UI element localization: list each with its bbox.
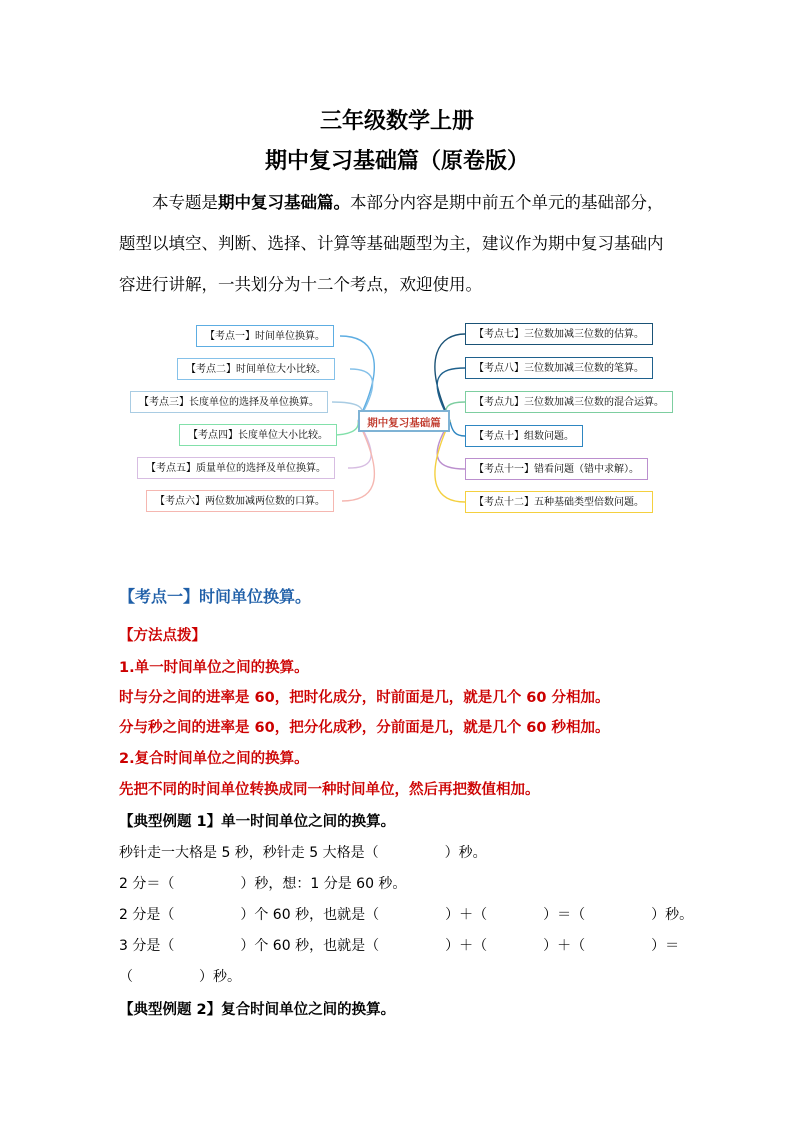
connector-left-1 xyxy=(340,336,374,421)
mind-map-node-right-4: 【考点十】组数问题。 xyxy=(465,425,583,447)
intro-paragraph xyxy=(119,182,679,305)
question-5-text-b: ）秒。 xyxy=(199,969,241,985)
method-point-1a: 时与分之间的进率是 60，把时化成分，时前面是几，就是几个 60 分相加。 xyxy=(119,690,610,706)
question-3-text-c: ）＋（ xyxy=(445,907,488,923)
question-4-text-d: ）＋（ xyxy=(543,938,586,954)
question-3-text-b: ）个 60 秒，也就是（ xyxy=(240,907,380,923)
doc-subtitle: 期中复习基础篇（原卷版） xyxy=(264,149,529,174)
method-point-2a: 先把不同的时间单位转换成同一种时间单位，然后再把数值相加。 xyxy=(119,782,540,798)
mind-map-node-right-2: 【考点八】三位数加减三位数的笔算。 xyxy=(465,357,653,379)
example-1-title: 单一时间单位之间的换算。 xyxy=(221,814,396,830)
question-2-end: ）秒，想：1 分是 60 秒。 xyxy=(240,876,407,892)
mind-map-node-left-6: 【考点六】两位数加减两位数的口算。 xyxy=(146,490,334,512)
example-2-heading xyxy=(119,998,395,1019)
example-2-title: 复合时间单位之间的换算。 xyxy=(221,1002,396,1018)
intro-rest: 本部分内容是期中前五个单元的基础部分，题型以填空、判断、选择、计算等基础题型为主，建议作为期中复习基础内容进行讲解，一共划分为十二个考点，欢迎使用。 xyxy=(119,193,664,294)
mind-map-node-left-5: 【考点五】质量单位的选择及单位换算。 xyxy=(137,457,335,479)
method-point-2: 2.复合时间单位之间的换算。 xyxy=(119,751,309,767)
question-3 xyxy=(119,904,693,924)
question-4-text-e: ）＝ xyxy=(651,938,680,954)
mind-map-node-right-5: 【考点十一】错看问题（错中求解）。 xyxy=(465,458,648,480)
intro-bold: 期中复习基础篇。 xyxy=(218,193,350,212)
mind-map-node-left-4: 【考点四】长度单位大小比较。 xyxy=(179,424,337,446)
question-3-text-e: ）秒。 xyxy=(651,907,694,923)
method-point-1b: 分与秒之间的进率是 60，把分化成秒，分前面是几，就是几个 60 秒相加。 xyxy=(119,720,610,736)
mind-map-node-right-1: 【考点七】三位数加减三位数的估算。 xyxy=(465,323,653,345)
mind-map-node-left-1: 【考点一】时间单位换算。 xyxy=(196,325,334,347)
doc-title: 三年级数学上册 xyxy=(319,109,474,134)
question-3-text-d: ）＝（ xyxy=(543,907,586,923)
method-heading: 【方法点拨】 xyxy=(119,628,206,644)
question-4-text-c: ）＋（ xyxy=(445,938,488,954)
method-point-1: 1.单一时间单位之间的换算。 xyxy=(119,660,309,676)
question-5 xyxy=(119,966,241,986)
mind-map xyxy=(120,316,680,521)
mind-map-node-right-3: 【考点九】三位数加减三位数的混合运算。 xyxy=(465,391,673,413)
question-3-text-a: 2 分是（ xyxy=(119,907,175,923)
mind-map-node-right-6: 【考点十二】五种基础类型倍数问题。 xyxy=(465,491,653,513)
question-4-text-b: ）个 60 秒，也就是（ xyxy=(240,938,380,954)
question-2-text: 2 分＝（ xyxy=(119,876,175,892)
example-2-label: 【典型例题 2】 xyxy=(119,1002,222,1018)
question-5-text-a: （ xyxy=(119,969,133,985)
question-1 xyxy=(119,842,487,862)
question-4-text-a: 3 分是（ xyxy=(119,938,175,954)
question-1-end: ）秒。 xyxy=(444,845,487,861)
example-1-heading xyxy=(119,810,395,831)
question-4 xyxy=(119,935,679,955)
mind-map-center: 期中复习基础篇 xyxy=(358,410,450,432)
mind-map-node-left-2: 【考点二】时间单位大小比较。 xyxy=(177,358,335,380)
intro-lead: 本专题是 xyxy=(152,193,218,212)
connector-right-4 xyxy=(450,421,465,436)
example-1-label: 【典型例题 1】 xyxy=(119,814,222,830)
mind-map-node-left-3: 【考点三】长度单位的选择及单位换算。 xyxy=(130,391,328,413)
section-heading: 【考点一】时间单位换算。 xyxy=(119,587,312,606)
question-2 xyxy=(119,873,406,893)
question-1-text: 秒针走一大格是 5 秒，秒针走 5 大格是（ xyxy=(119,845,379,861)
